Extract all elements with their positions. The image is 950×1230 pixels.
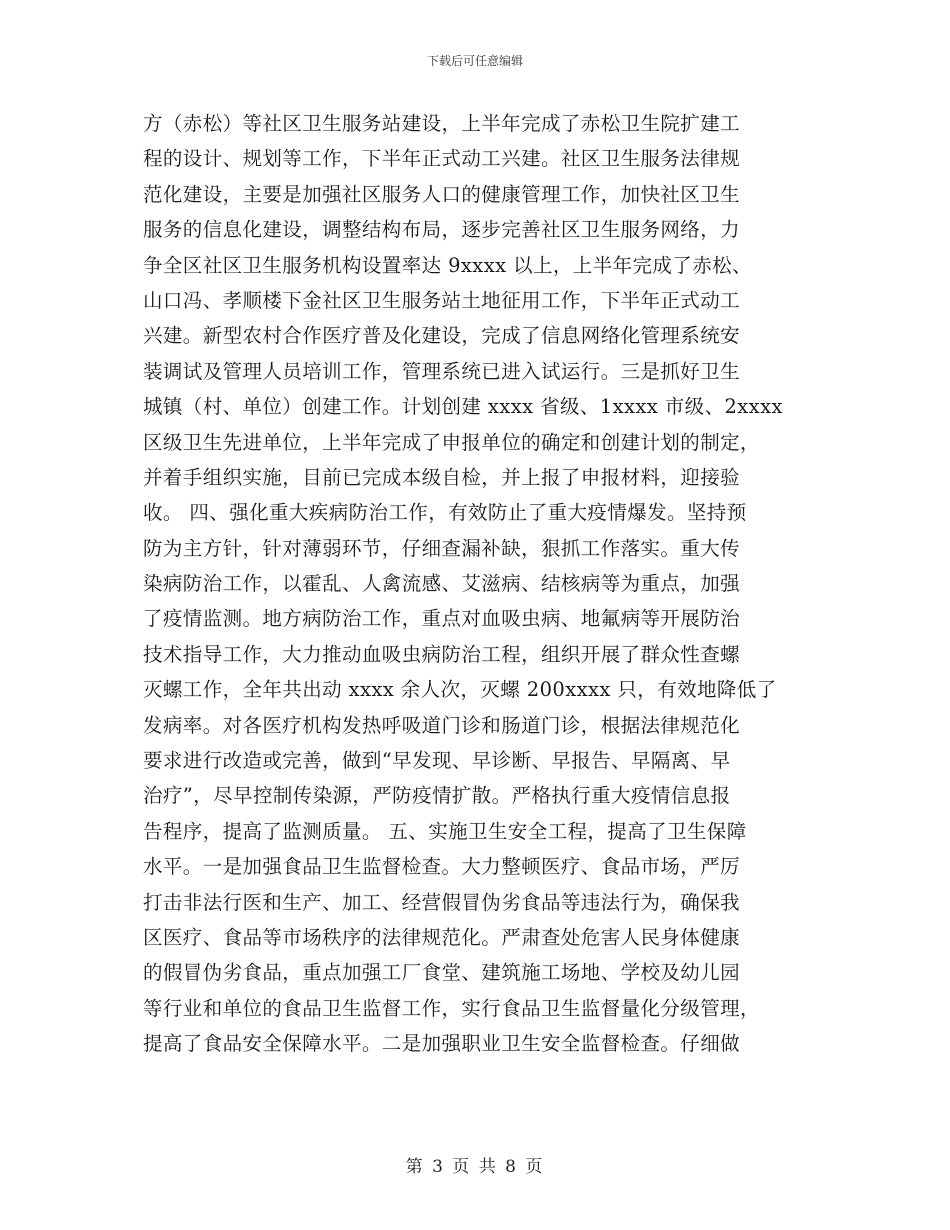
text-line: 山口冯、孝顺楼下金社区卫生服务站土地征用工作，下半年正式动工 — [143, 288, 741, 312]
text-line: 程的设计、规划等工作，下半年正式动工兴建。社区卫生服务法律规 — [143, 147, 741, 171]
text-line: 装调试及管理人员培训工作，管理系统已进入试运行。三是抓好卫生 — [143, 359, 741, 383]
text-line: 防为主方针，针对薄弱环节，仔细查漏补缺，狠抓工作落实。重大传 — [143, 536, 741, 560]
text-line: 收。 四、强化重大疾病防治工作，有效防止了重大疫情爆发。坚持预 — [143, 501, 747, 525]
text-line: 水平。一是加强食品卫生监督检查。大力整顿医疗、食品市场，严厉 — [143, 855, 741, 879]
text-line: 提高了食品安全保障水平。二是加强职业卫生安全监督检查。仔细做 — [143, 1032, 741, 1056]
text-line: 城镇（村、单位）创建工作。计划创建 xxxx 省级、1xxxx 市级、2xxxx — [143, 395, 783, 419]
text-line: 服务的信息化建设，调整结构布局，逐步完善社区卫生服务网络，力 — [143, 218, 741, 242]
text-line: 并着手组织实施，目前已完成本级自检，并上报了申报材料，迎接验 — [143, 465, 741, 489]
body-text — [143, 106, 807, 1062]
text-line: 染病防治工作，以霍乱、人禽流感、艾滋病、结核病等为重点，加强 — [143, 572, 741, 596]
text-line: 争全区社区卫生服务机构设置率达 9xxxx 以上，上半年完成了赤松、 — [143, 253, 752, 277]
text-line: 区医疗、食品等市场秩序的法律规范化。严肃查处危害人民身体健康 — [143, 925, 741, 949]
text-line: 范化建设，主要是加强社区服务人口的健康管理工作，加快社区卫生 — [143, 182, 741, 206]
text-line: 兴建。新型农村合作医疗普及化建设，完成了信息网络化管理系统安 — [143, 324, 741, 348]
text-line: 技术指导工作，大力推动血吸虫病防治工程，组织开展了群众性查螺 — [143, 642, 741, 666]
text-line: 方（赤松）等社区卫生服务站建设，上半年完成了赤松卫生院扩建工 — [143, 112, 741, 135]
text-line: 灭螺工作，全年共出动 xxxx 余人次，灭螺 200xxxx 只，有效地降低了 — [143, 678, 777, 702]
text-line: 的假冒伪劣食品，重点加强工厂食堂、建筑施工场地、学校及幼儿园 — [143, 961, 741, 985]
page-header: 下载后可任意编辑 — [426, 54, 523, 68]
text-line: 了疫情监测。地方病防治工作，重点对血吸虫病、地氟病等开展防治 — [143, 607, 741, 631]
text-line: 打击非法行医和生产、加工、经营假冒伪劣食品等违法行为，确保我 — [143, 890, 741, 914]
text-line: 治疗”，尽早控制传染源，严防疫情扩散。严格执行重大疫情信息报 — [143, 784, 731, 808]
page-number: 第 3 页 共 8 页 — [405, 1157, 545, 1177]
text-line: 区级卫生先进单位，上半年完成了申报单位的确定和创建计划的制定， — [143, 430, 760, 454]
text-line: 告程序，提高了监测质量。 五、实施卫生安全工程，提高了卫生保障 — [143, 819, 747, 843]
text-line: 发病率。对各医疗机构发热呼吸道门诊和肠道门诊，根据法律规范化 — [143, 713, 741, 737]
text-line: 要求进行改造或完善，做到“早发现、早诊断、早报告、早隔离、早 — [143, 749, 731, 773]
text-line: 等行业和单位的食品卫生监督工作，实行食品卫生监督量化分级管理， — [143, 996, 760, 1020]
